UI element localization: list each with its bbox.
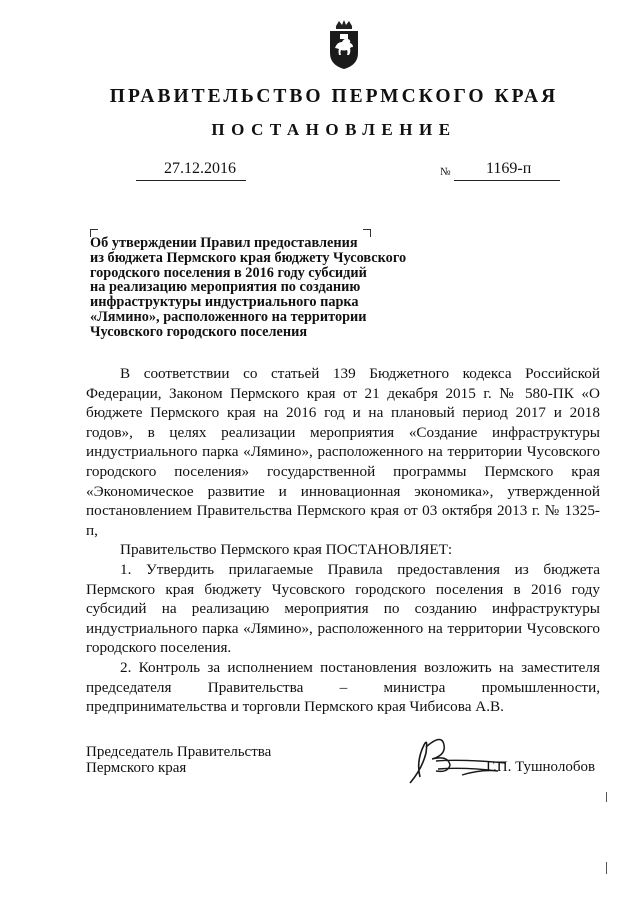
subject-line: из бюджета Пермского края бюджету Чусовского xyxy=(90,249,407,266)
signer-title-line: Председатель Правительства xyxy=(86,744,272,760)
handwritten-signature xyxy=(402,725,522,787)
number-underline xyxy=(454,180,560,181)
resolution-paragraph: Правительство Пермского края ПОСТАНОВЛЯЕТ: xyxy=(120,541,453,559)
date-underline xyxy=(136,180,246,181)
perm-krai-coat-of-arms-icon xyxy=(327,20,361,70)
preamble-paragraph: В соответствии со статьей 139 Бюджетного кодекса Российской Федерации, Законом Пермского края от 21 декабря 2015 г. № 580-ПК «О бюджете Пермского края на 2016 год и на плановый период 2017 и 2018 годов», в целях реализации мероприятия «Создание инфраструктуры индустриального парка «Лямино», расположенного на территории Чусовского городского поселения» государственной программы Пермского края «Экономическое развитие и инновационная экономика», утвержденной постановлением Правительства Пермского края от 03 октября 2013 г. № 1325-п, xyxy=(86,365,600,539)
document-subject xyxy=(90,236,420,340)
clause-1-paragraph: 1. Утвердить прилагаемые Правила предоставления из бюджета Пермского края бюджету Чусовского городского поселения в 2016 году субсидий на реализацию мероприятия по созданию инфраструктуры индустриального парка «Лямино», расположенного на территории Чусовского городского поселения. xyxy=(86,560,600,657)
document-number: 1169-п xyxy=(486,160,532,177)
subject-line: инфраструктуры индустриального парка xyxy=(90,294,359,311)
signer-name: Г.П. Тушнолобов xyxy=(486,759,596,775)
document-body xyxy=(86,364,600,717)
subject-line: Чусовского городского поселения xyxy=(90,323,308,340)
clause-2-paragraph: 2. Контроль за исполнением постановления возложить на заместителя председателя Правительства – министра промышленности, предпринимательства и торговли Пермского края Чибисова А.В. xyxy=(86,658,600,716)
signer-title xyxy=(86,744,271,776)
scan-edge-mark xyxy=(606,792,607,802)
scan-edge-mark xyxy=(606,862,607,874)
number-sign: № xyxy=(440,166,451,178)
government-title: ПРАВИТЕЛЬСТВО ПЕРМСКОГО КРАЯ xyxy=(109,86,559,107)
document-date: 27.12.2016 xyxy=(164,160,236,177)
subject-line: городского поселения в 2016 году субсидий xyxy=(90,264,367,281)
document-type: ПОСТАНОВЛЕНИЕ xyxy=(211,120,457,139)
subject-line: «Лямино», расположенного на территории xyxy=(90,308,367,325)
signer-title-line: Пермского края xyxy=(86,760,187,776)
subject-line: Об утверждении Правил предоставления xyxy=(90,235,358,251)
subject-line: на реализацию мероприятия по созданию xyxy=(90,279,361,296)
